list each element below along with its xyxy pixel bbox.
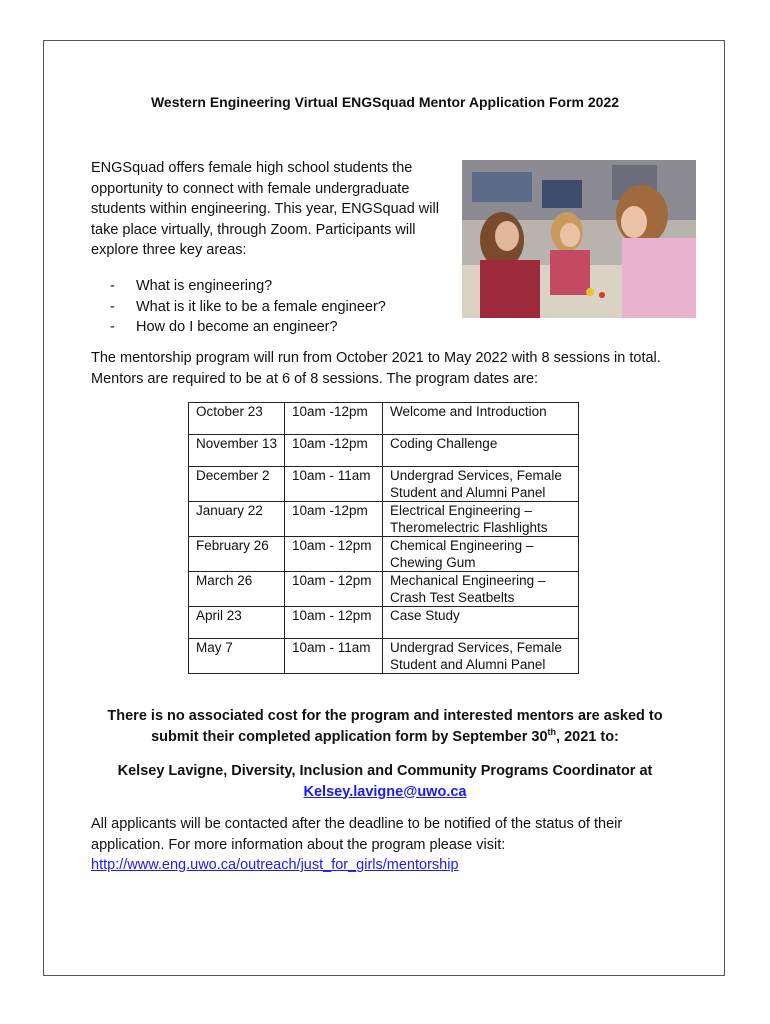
time-cell: 10am - 12pm xyxy=(285,607,383,639)
bullet-dash: - xyxy=(110,278,115,294)
document-title: Western Engineering Virtual ENGSquad Mentor Application Form 2022 xyxy=(150,94,620,110)
time-cell: 10am - 11am xyxy=(285,639,383,674)
list-item-text: What is engineering? xyxy=(136,278,273,294)
contact-email-link[interactable]: Kelsey.lavigne@uwo.ca xyxy=(303,783,467,800)
time-cell: 10am -12pm xyxy=(285,502,383,537)
table-row xyxy=(189,502,579,537)
table-row xyxy=(189,403,579,435)
date-cell: October 23 xyxy=(189,403,285,435)
deadline-year: , 2021 to: xyxy=(556,729,619,745)
topic-cell: Welcome and Introduction xyxy=(383,403,579,435)
date-cell: December 2 xyxy=(189,467,285,502)
cost-line-1: There is no associated cost for the program and interested mentors are asked to xyxy=(107,708,663,724)
table-row xyxy=(189,572,579,607)
contact-block xyxy=(0,761,770,802)
time-cell: 10am - 12pm xyxy=(285,572,383,607)
key-areas-list xyxy=(110,276,386,338)
topic-cell: Electrical Engineering – Theromelectric Flashlights xyxy=(383,502,579,537)
topic-cell: Chemical Engineering – Chewing Gum xyxy=(383,537,579,572)
cost-notice xyxy=(0,706,770,748)
time-cell: 10am -12pm xyxy=(285,435,383,467)
deadline-text: submit their completed application form by September 30 xyxy=(151,729,548,745)
date-cell: November 13 xyxy=(189,435,285,467)
topic-cell: Coding Challenge xyxy=(383,435,579,467)
photo-illustration xyxy=(462,160,696,318)
list-item-text: How do I become an engineer? xyxy=(136,319,338,335)
list-item xyxy=(110,276,386,297)
table-row xyxy=(189,607,579,639)
ordinal-suffix: th xyxy=(547,727,557,738)
date-cell: February 26 xyxy=(189,537,285,572)
table-row xyxy=(189,435,579,467)
topic-cell: Undergrad Services, Female Student and Alumni Panel xyxy=(383,467,579,502)
bullet-dash: - xyxy=(110,298,115,315)
table-row xyxy=(189,467,579,502)
date-cell: January 22 xyxy=(189,502,285,537)
bullet-dash: - xyxy=(110,319,115,335)
program-url-link[interactable]: http://www.eng.uwo.ca/outreach/just_for_girls/mentorship xyxy=(91,857,459,873)
topic-cell: Mechanical Engineering – Crash Test Seatbelts xyxy=(383,572,579,607)
closing-text: All applicants will be contacted after the deadline to be notified of the status of their application. For more information about the program please visit: xyxy=(91,816,623,853)
topic-cell: Undergrad Services, Female Student and Alumni Panel xyxy=(383,639,579,674)
contact-name: Kelsey Lavigne, Diversity, Inclusion and Community Programs Coordinator at xyxy=(117,763,653,779)
table-row xyxy=(189,537,579,572)
time-cell: 10am -12pm xyxy=(285,403,383,435)
list-item xyxy=(110,317,386,338)
date-cell: April 23 xyxy=(189,607,285,639)
topic-cell: Case Study xyxy=(383,607,579,639)
time-cell: 10am - 12pm xyxy=(285,537,383,572)
list-item-text: What is it like to be a female engineer? xyxy=(136,298,386,315)
list-item xyxy=(110,297,386,318)
cost-line-2 xyxy=(0,727,770,748)
table-row xyxy=(189,639,579,674)
date-cell: May 7 xyxy=(189,639,285,674)
program-description: The mentorship program will run from October 2021 to May 2022 with 8 sessions in total. Mentors are required to be at 6 of 8 sessions. The program dates are: xyxy=(91,350,661,387)
date-cell: March 26 xyxy=(189,572,285,607)
schedule-table xyxy=(188,402,579,674)
time-cell: 10am - 11am xyxy=(285,467,383,502)
closing-paragraph xyxy=(91,814,691,876)
mentoring-photo xyxy=(462,160,696,318)
intro-paragraph: ENGSquad offers female high school students the opportunity to connect with female undergraduate students within engineering. This year, ENGSquad will take place virtually, through Zoom. Participants will explore three key areas: xyxy=(91,160,439,258)
